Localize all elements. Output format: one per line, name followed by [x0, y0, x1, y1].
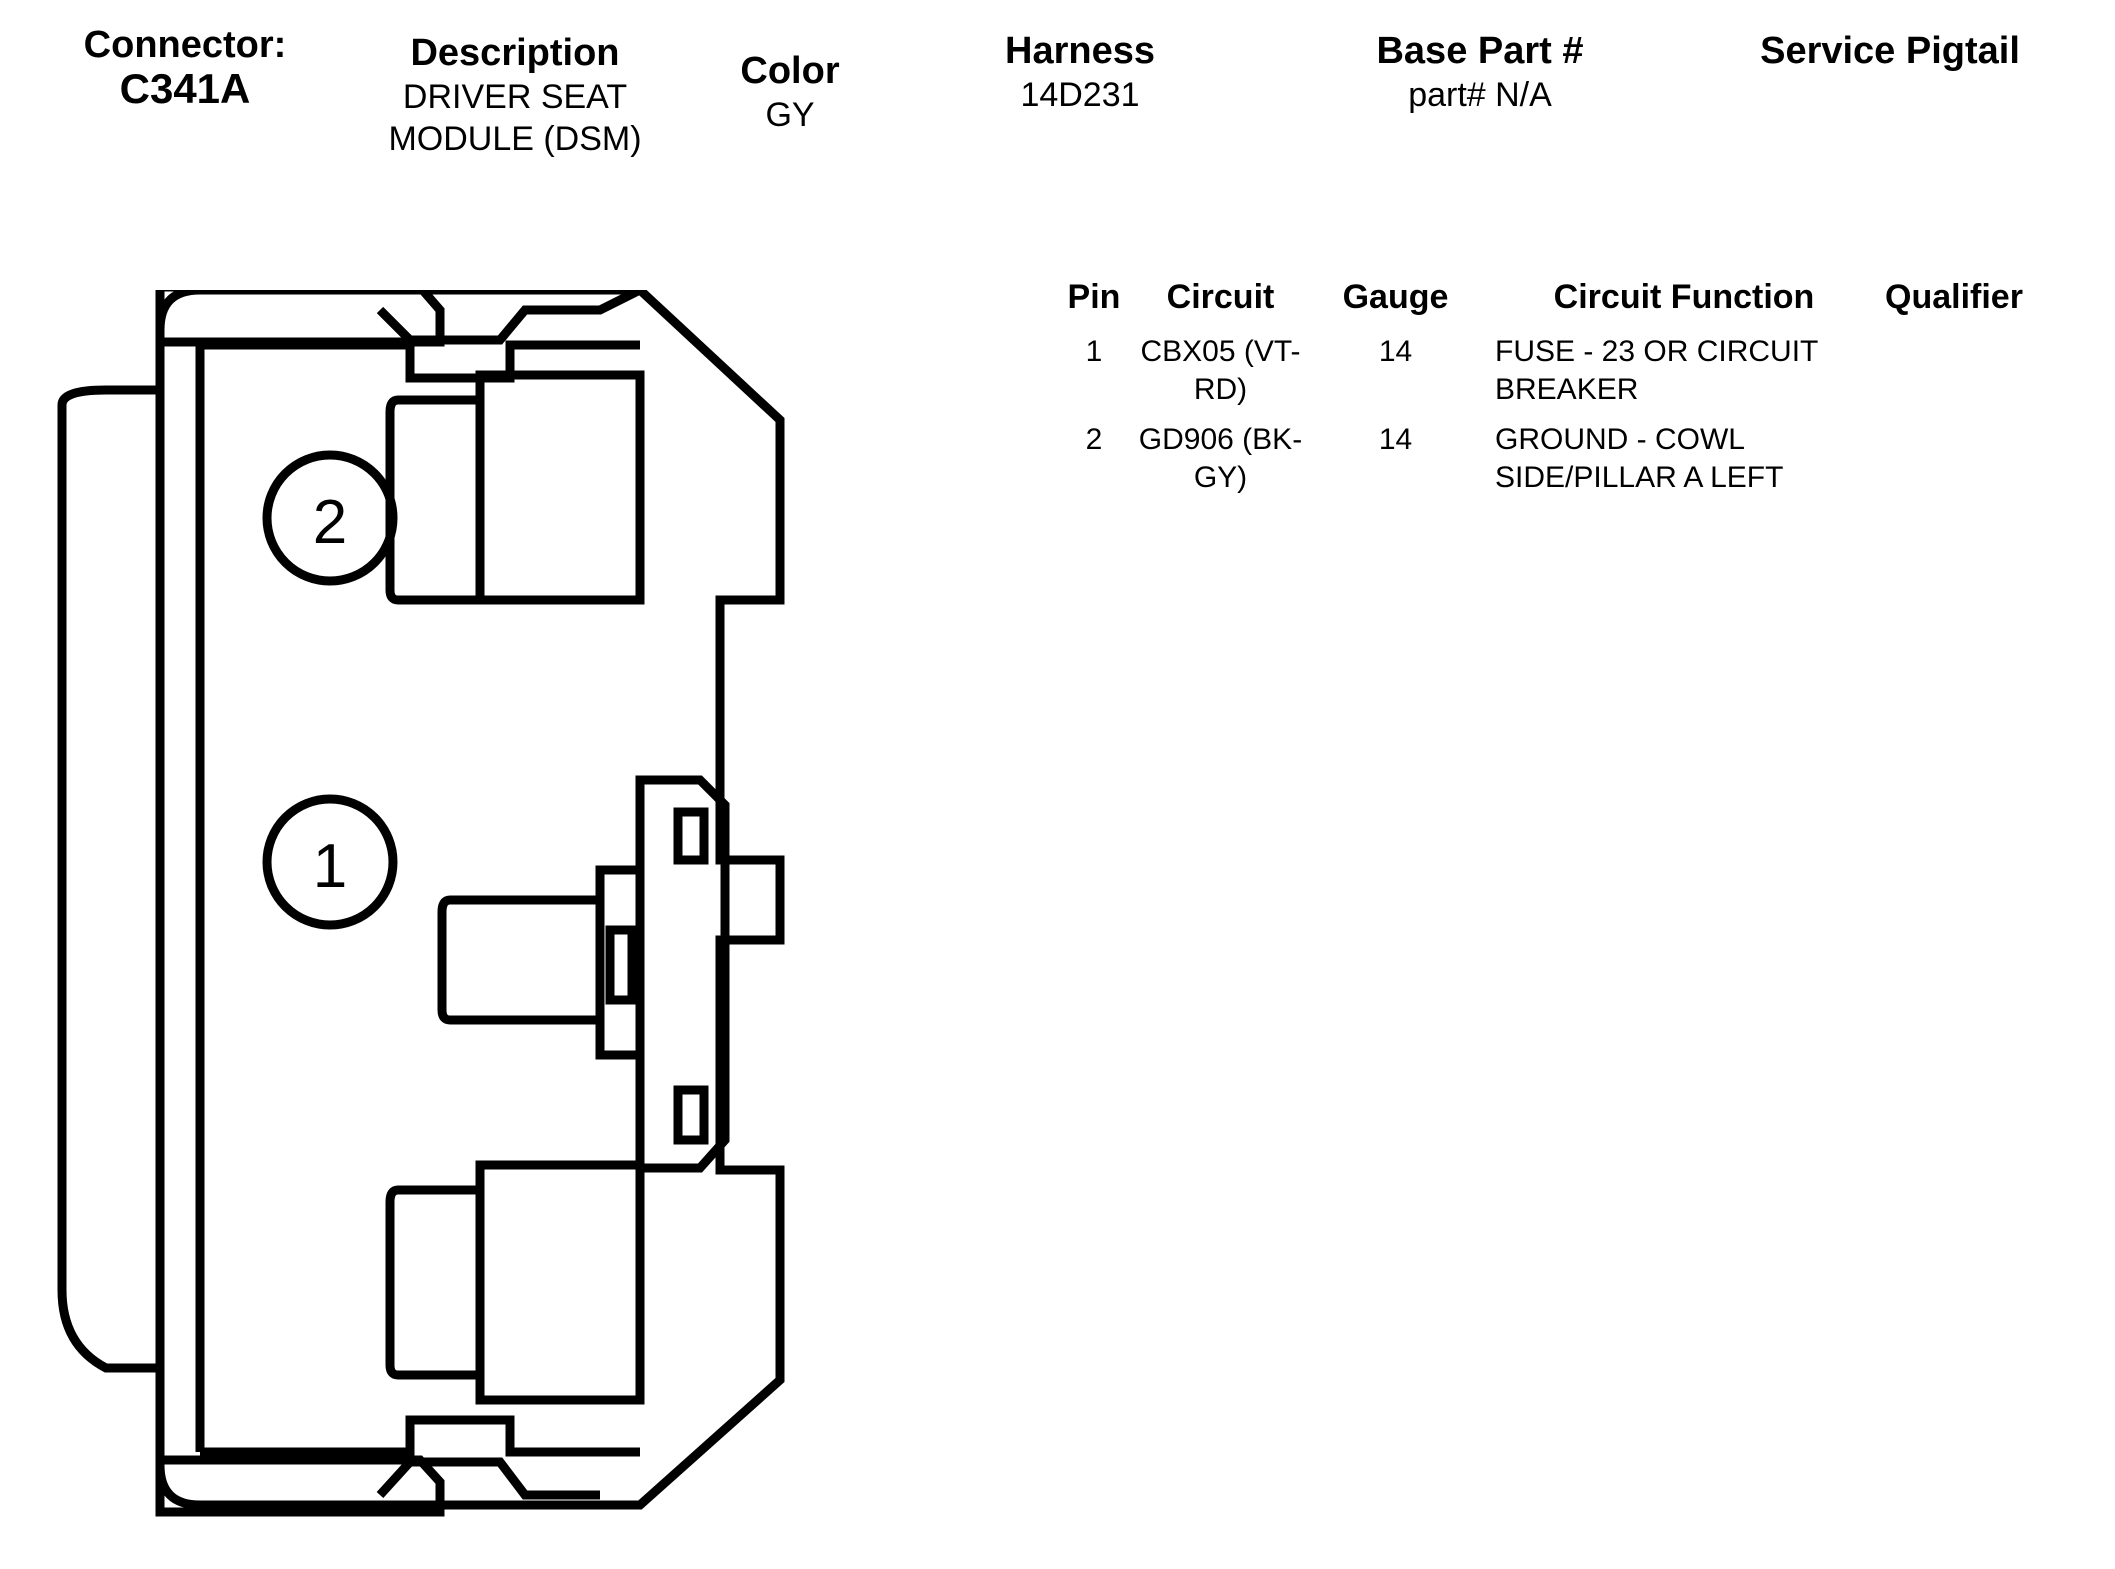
cell-circuit: GD906 (BK-GY) [1138, 423, 1303, 494]
header-description [350, 30, 680, 160]
table-header-row [1055, 278, 2085, 333]
connector-label: Connector: [83, 24, 287, 66]
table-row [1055, 333, 2085, 421]
column-header-circuit: Circuit [1166, 278, 1275, 316]
column-header-qualifier: Qualifier [1885, 278, 2023, 316]
cell-gauge: 14 [1378, 423, 1413, 456]
column-header-pin: Pin [1067, 278, 1121, 316]
connector-upper-keyway [376, 290, 640, 378]
right-latch-notch-upper [678, 812, 704, 860]
header-harness [930, 28, 1230, 116]
color-label: Color [740, 50, 840, 92]
table-row [1055, 421, 2085, 509]
cell-circuit: CBX05 (VT-RD) [1140, 335, 1301, 406]
color-value: GY [765, 96, 815, 134]
connector-header [0, 0, 2115, 190]
cavity-block-upper [390, 375, 640, 600]
cavity-block-lower [390, 1165, 640, 1400]
header-base-part [1300, 28, 1660, 116]
header-color [700, 48, 880, 136]
base-part-value: part# N/A [1408, 76, 1552, 114]
center-lock-bar [442, 900, 600, 1020]
cell-pin: 1 [1085, 335, 1103, 368]
header-service-pigtail [1700, 28, 2080, 74]
connector-lower-keyway [376, 1420, 640, 1495]
description-label: Description [410, 32, 620, 74]
connector-diagram [40, 290, 1050, 1560]
description-value-line1: DRIVER SEAT [402, 78, 628, 116]
pin-table [1055, 278, 2115, 509]
cell-function: GROUND - COWL SIDE/PILLAR A LEFT [1495, 423, 1784, 494]
cell-function: FUSE - 23 OR CIRCUIT BREAKER [1495, 335, 1818, 406]
cell-gauge: 14 [1378, 335, 1413, 368]
column-header-function: Circuit Function [1553, 278, 1815, 316]
harness-value: 14D231 [1020, 76, 1140, 114]
center-latch-slot [610, 930, 632, 1000]
cavity-2-number: 2 [312, 488, 348, 557]
harness-label: Harness [1005, 30, 1155, 72]
cavity-1-number: 1 [312, 832, 348, 901]
service-pigtail-label: Service Pigtail [1760, 30, 2020, 72]
column-header-gauge: Gauge [1342, 278, 1449, 316]
header-connector [20, 22, 350, 110]
cell-qualifier [1885, 421, 2085, 509]
pin-table-grid [1055, 278, 2085, 509]
cell-qualifier [1885, 333, 2085, 421]
connector-id: C341A [119, 65, 251, 112]
connector-rear-shell [62, 390, 160, 1368]
connector-illustration [40, 290, 1050, 1560]
right-latch-notch-lower [678, 1090, 704, 1140]
cell-pin: 2 [1085, 423, 1103, 456]
description-value-line2: MODULE (DSM) [388, 120, 642, 158]
base-part-label: Base Part # [1376, 30, 1584, 72]
